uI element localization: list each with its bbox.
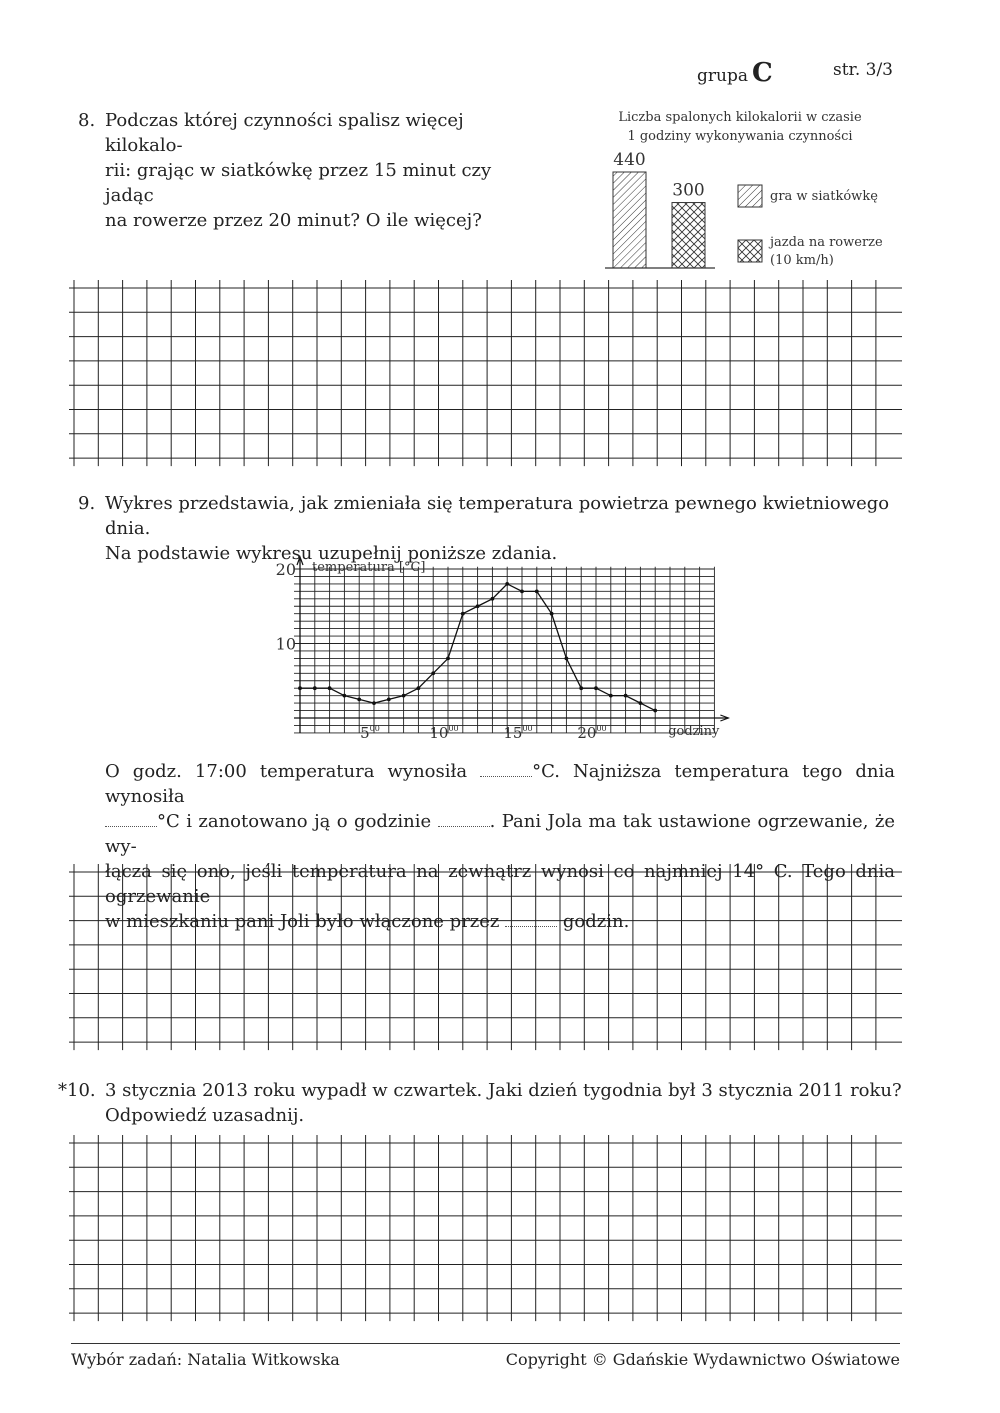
- bar-chart-title-line: 1 godziny wykonywania czynności: [627, 129, 853, 144]
- data-point: [594, 686, 598, 690]
- fill-text: godzin.: [562, 911, 630, 932]
- answer-grid-task-9[interactable]: [0, 864, 1000, 1056]
- footer-copyright: Copyright © Gdańskie Wydawnictwo Oświatowe: [505, 1350, 900, 1369]
- x-tick-label: $15^{00}$: [503, 724, 533, 742]
- task-10-text: [105, 1078, 905, 1128]
- data-point: [357, 697, 361, 701]
- legend-label: gra w siatkówkę: [770, 189, 878, 204]
- fill-text: w mieszkaniu pani Joli było włączone przez: [105, 911, 500, 932]
- x-axis-title: godziny: [668, 724, 720, 739]
- task-9-line: Wykres przedstawia, jak zmieniała się temperatura powietrza pewnego kwietniowego dnia.: [105, 493, 890, 539]
- fill-text: . Pani Jola ma tak ustawione ogrzewanie, że wy-: [105, 811, 895, 857]
- answer-grid-task-10[interactable]: [0, 1135, 1000, 1335]
- fill-text: °C i zanotowano ją o godzinie: [157, 811, 432, 832]
- legend-label: jazda na rowerze: [770, 235, 883, 250]
- x-tick-sup: 00: [369, 724, 380, 733]
- data-point: [639, 701, 643, 705]
- legend-label: (10 km/h): [770, 253, 834, 268]
- fill-text: O godz. 17:00 temperatura wynosiła: [105, 761, 468, 782]
- kcal-bar-chart: [590, 100, 910, 275]
- x-tick-sup: 00: [596, 724, 607, 733]
- y-tick-label: 10: [275, 634, 296, 654]
- bar-value-label: 440: [613, 150, 646, 170]
- footer-rule: [71, 1343, 900, 1344]
- x-tick-sup: 00: [522, 724, 533, 733]
- data-point: [328, 686, 332, 690]
- task-10-line: Odpowiedź uzasadnij.: [105, 1105, 305, 1126]
- data-point: [372, 701, 376, 705]
- y-axis-title: temperatura [°C]: [312, 560, 426, 575]
- group-label-text: grupa: [697, 66, 748, 86]
- data-point: [579, 686, 583, 690]
- fill-line-1: [105, 759, 895, 809]
- data-point: [535, 589, 539, 593]
- data-point: [565, 657, 569, 661]
- task-8-line: rii: grając w siatkówkę przez 15 minut czy jadąc: [105, 160, 492, 206]
- task-9-line: Na podstawie wykresu uzupełnij poniższe zdania.: [105, 543, 558, 564]
- data-point: [387, 697, 391, 701]
- x-tick-label: $5^{00}$: [360, 724, 380, 742]
- data-point: [446, 657, 450, 661]
- data-point: [609, 694, 613, 698]
- data-point: [550, 612, 554, 616]
- task-10-number: *10.: [58, 1080, 96, 1101]
- data-point: [653, 709, 657, 713]
- group-letter: C: [751, 58, 773, 88]
- task-8-line: na rowerze przez 20 minut? O ile więcej?: [105, 210, 482, 231]
- data-point: [505, 582, 509, 586]
- data-point: [461, 612, 465, 616]
- task-9-number: 9.: [78, 493, 96, 514]
- bar: [672, 203, 705, 268]
- task-8-text: [105, 108, 545, 233]
- x-tick-label: $20^{00}$: [577, 724, 607, 742]
- legend-swatch-volleyball: [738, 185, 762, 207]
- data-point: [520, 589, 524, 593]
- x-tick-label: $10^{00}$: [429, 724, 459, 742]
- data-point: [476, 604, 480, 608]
- legend-swatch-cycling: [738, 240, 762, 262]
- fill-line-2: [105, 809, 895, 859]
- fill-text: °C. Najniższa temperatura tego dnia wynosiła: [105, 761, 895, 807]
- data-point: [343, 694, 347, 698]
- task-8-line: Podczas której czynności spalisz więcej kilokalo-: [105, 110, 464, 156]
- task-10-line: 3 stycznia 2013 roku wypadł w czwartek. Jaki dzień tygodnia był 3 stycznia 2011 roku?: [105, 1080, 902, 1101]
- answer-grid-task-8[interactable]: [0, 280, 1000, 470]
- data-point: [313, 686, 317, 690]
- bar: [613, 172, 646, 268]
- data-point: [298, 686, 302, 690]
- data-point: [431, 671, 435, 675]
- bar-chart-title-line: Liczba spalonych kilokalorii w czasie: [618, 110, 862, 125]
- data-point: [491, 597, 495, 601]
- data-point: [624, 694, 628, 698]
- fill-line-3: łącza się ono, jeśli temperatura na zewnątrz wynosi co najmniej 14° C. Tego dnia ogrzewanie: [105, 861, 895, 907]
- blank-temp-17[interactable]: [480, 762, 532, 777]
- y-tick-label: 20: [275, 560, 296, 579]
- task-8-number: 8.: [78, 110, 96, 131]
- footer-author: Wybór zadań: Natalia Witkowska: [71, 1350, 340, 1369]
- group-label: [697, 58, 773, 88]
- data-point: [417, 686, 421, 690]
- bar-value-label: 300: [672, 180, 705, 201]
- temperature-line-chart: [270, 555, 730, 745]
- x-tick-sup: 00: [448, 724, 459, 733]
- blank-min-hour[interactable]: [438, 812, 490, 827]
- data-point: [402, 694, 406, 698]
- blank-min-temp[interactable]: [105, 812, 157, 827]
- page-number: str. 3/3: [833, 60, 893, 80]
